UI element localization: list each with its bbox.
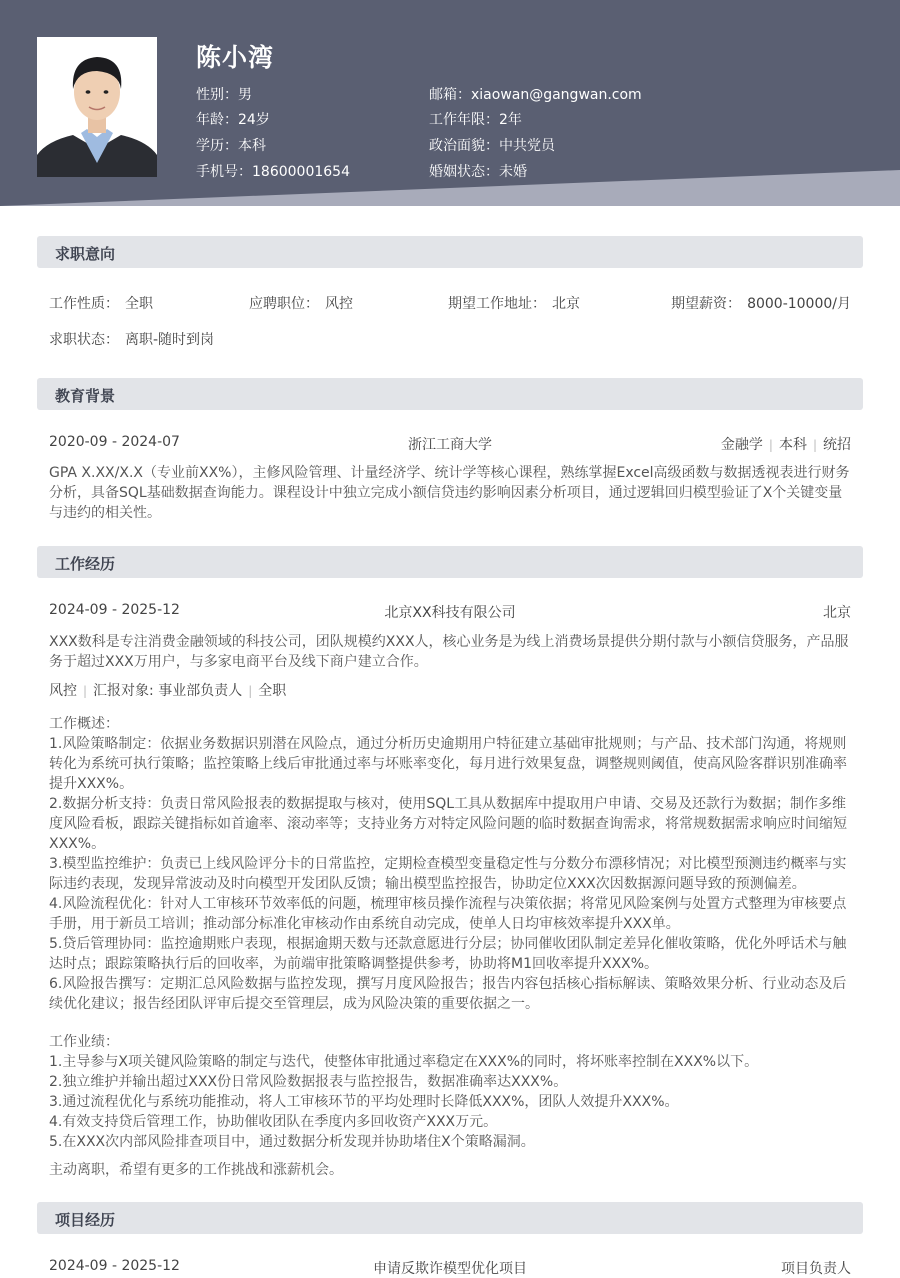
intent-position: 应聘职位： 风控	[249, 296, 353, 312]
avatar	[37, 37, 157, 177]
project-period: 2024-09 - 2025-12	[49, 1258, 180, 1274]
intent-location: 期望工作地址： 北京	[448, 296, 580, 312]
section-education	[37, 378, 863, 410]
company-intro: XXX数科是专注消费金融领域的科技公司，团队规模约XXX人，核心业务是为线上消费场景提供分期付款与小额信贷服务，产品服务于超过XXX万用户，与多家电商平台及线下商户建立合作。	[49, 634, 849, 670]
project-name: 申请反欺诈模型优化项目	[373, 1261, 527, 1277]
profile-header	[0, 0, 900, 206]
work-years-info: 工作年限：2年	[429, 112, 522, 128]
work-period: 2024-09 - 2025-12	[49, 602, 180, 618]
politics-info: 政治面貌：中共党员	[429, 138, 555, 154]
work-achievements	[49, 1032, 854, 1152]
leave-reason: 主动离职，希望有更多的工作挑战和涨薪机会。	[49, 1162, 343, 1178]
candidate-name: 陈小湾	[196, 43, 275, 72]
age-info: 年龄：24岁	[196, 112, 270, 128]
avatar-photo	[37, 37, 157, 177]
overview-item: 2.数据分析支持：负责日常风险报表的数据提取与核对，使用SQL工具从数据库中提取用户申请、交易及还款行为数据；制作多维度风险看板，跟踪关键指标如首逾率、滚动率等；支持业务方对特定风险问题的临时数据查询需求，将常规数据需求响应时间缩短XXX%。	[49, 796, 847, 852]
section-project	[37, 1202, 863, 1234]
intent-salary: 期望薪资： 8000-10000/月	[671, 296, 851, 312]
education-school: 浙江工商大学	[408, 437, 492, 453]
work-city: 北京	[823, 605, 851, 621]
education-description: GPA X.XX/X.X（专业前XX%），主修风险管理、计量经济学、统计学等核心课程，熟练掌握Excel高级函数与数据透视表进行财务分析，具备SQL基础数据查询能力。课程设计中独立完成小额信贷违约影响因素分析项目，通过逻辑回归模型验证了X个关键变量与违约的相关性。	[49, 465, 850, 521]
overview-item: 5.贷后管理协同：监控逾期账户表现，根据逾期天数与还款意愿进行分层；协同催收团队制定差异化催收策略，优化外呼话术与触达时点；跟踪策略执行后的回收率，为前端审批策略调整提供参考，协助将M1回收率提升XXX%。	[49, 936, 847, 972]
work-company: 北京XX科技有限公司	[384, 605, 516, 621]
overview-item: 1.风险策略制定：依据业务数据识别潜在风险点，通过分析历史逾期用户特征建立基础审批规则；与产品、技术部门沟通，将规则转化为系统可执行策略；监控策略上线后审批通过率与坏账率变化，每月进行效果复盘，调整规则阈值，使高风险客群识别准确率提升XXX%。	[49, 736, 847, 792]
overview-item: 6.风险报告撰写：定期汇总风险数据与监控发现，撰写月度风险报告；报告内容包括核心指标解读、策略效果分析、行业动态及后续优化建议；报告经团队评审后提交至管理层，成为风险决策的重要依据之一。	[49, 976, 847, 1012]
work-tags: 风控 | 汇报对象: 事业部负责人 | 全职	[49, 683, 287, 699]
achievement-item: 4.有效支持贷后管理工作，协助催收团队在季度内多回收资产XXX万元。	[49, 1114, 498, 1130]
achievement-item: 5.在XXX次内部风险排查项目中，通过数据分析发现并协助堵住X个策略漏洞。	[49, 1134, 535, 1150]
project-role: 项目负责人	[781, 1261, 851, 1277]
section-title: 教育背景	[55, 387, 116, 405]
education-period: 2020-09 - 2024-07	[49, 434, 180, 450]
phone-info: 手机号：18600001654	[196, 164, 350, 180]
overview-item: 3.模型监控维护：负责已上线风险评分卡的日常监控，定期检查模型变量稳定性与分数分布漂移情况；对比模型预测违约概率与实际违约表现，发现异常波动及时向模型开发团队反馈；输出模型监控报告，协助定位XXX次因数据源问题导致的预测偏差。	[49, 856, 847, 892]
overview-title: 工作概述：	[49, 716, 119, 732]
education-info: 学历：本科	[196, 138, 266, 154]
section-job-intent	[37, 236, 863, 268]
achievement-item: 1.主导参与X项关键风险策略的制定与迭代，使整体审批通过率稳定在XXX%的同时，将坏账率控制在XXX%以下。	[49, 1054, 759, 1070]
intent-nature: 工作性质： 全职	[49, 296, 153, 312]
achievement-item: 3.通过流程优化与系统功能推动，将人工审核环节的平均处理时长降低XXX%，团队人效提升XXX%。	[49, 1094, 679, 1110]
work-overview	[49, 714, 854, 1014]
gender-info: 性别：男	[196, 87, 252, 103]
achievement-item: 2.独立维护并输出超过XXX份日常风险数据报表与监控报告，数据准确率达XXX%。	[49, 1074, 568, 1090]
section-title: 项目经历	[55, 1211, 116, 1229]
intent-status: 求职状态： 离职-随时到岗	[49, 332, 215, 348]
marital-info: 婚姻状态：未婚	[429, 164, 527, 180]
section-work	[37, 546, 863, 578]
overview-item: 4.风险流程优化：针对人工审核环节效率低的问题，梳理审核员操作流程与决策依据；将常见风险案例与处置方式整理为审核要点手册，用于新员工培训；推动部分标准化审核动作由系统自动完成，使单人日均审核效率提升XXX单。	[49, 896, 847, 932]
section-title: 工作经历	[55, 555, 116, 573]
achievements-title: 工作业绩：	[49, 1034, 119, 1050]
education-tags: 金融学 | 本科 | 统招	[720, 437, 851, 453]
email-info: 邮箱：xiaowan@gangwan.com	[429, 87, 642, 103]
section-title: 求职意向	[55, 245, 116, 263]
